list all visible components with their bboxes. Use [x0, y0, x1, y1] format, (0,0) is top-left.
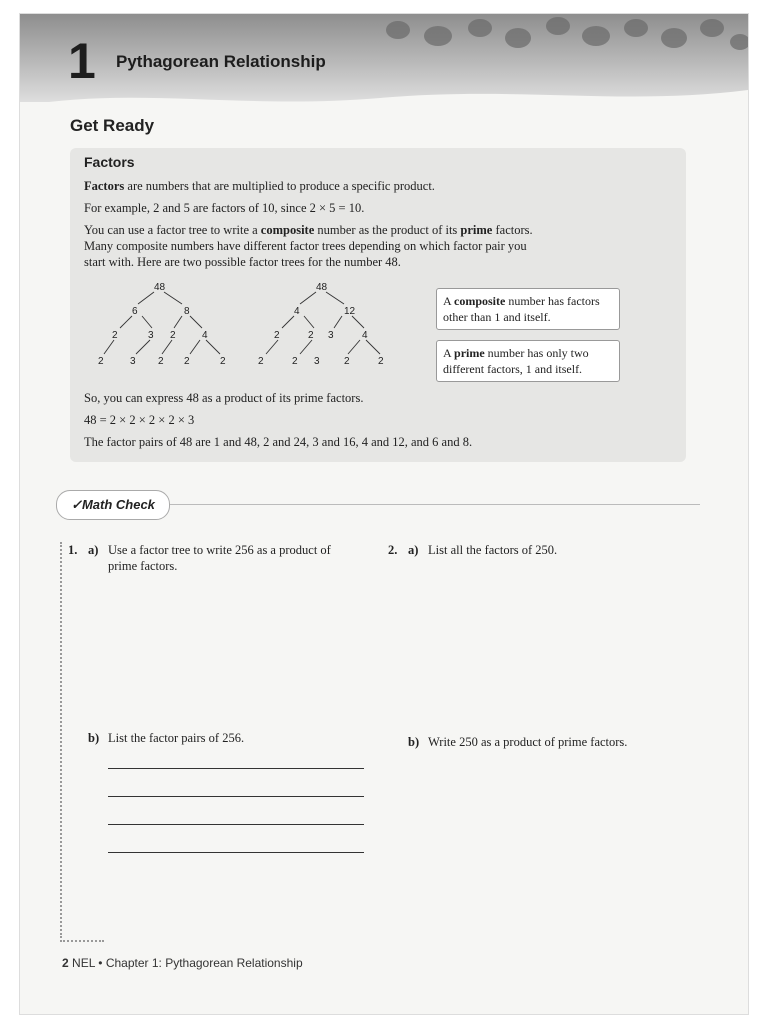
tree1-leaf: 2 — [220, 356, 226, 367]
composite-term: composite — [260, 223, 315, 237]
section-title: Get Ready — [70, 116, 155, 135]
callout-text: A — [443, 346, 455, 360]
tree2-leaf: 2 — [378, 356, 384, 367]
tree2-leaf: 2 — [292, 356, 298, 367]
callout-term: prime — [454, 346, 485, 360]
intro-text-1: You can use a factor tree to write a — [84, 223, 261, 237]
tree1-leaf: 2 — [184, 356, 190, 367]
tree1-root: 48 — [154, 282, 166, 293]
tree1-node: 8 — [184, 306, 190, 317]
tree1-node: 3 — [148, 330, 154, 341]
tree1-node: 6 — [132, 306, 138, 317]
callout-text: A — [443, 294, 455, 308]
math-check-badge: ✓Math Check — [56, 490, 170, 520]
factor-pairs-summary: The factor pairs of 48 are 1 and 48, 2 and 24, 3 and 16, 4 and 12, and 6 and 8. — [84, 435, 473, 449]
publisher-mark: NEL — [72, 956, 95, 970]
part-label: b) — [408, 735, 420, 749]
tree1-leaf: 3 — [130, 356, 136, 367]
tree2-node: 4 — [294, 306, 300, 317]
question-1a-label — [88, 542, 98, 558]
margin-dotted-line — [60, 542, 62, 938]
callout-text: number has only two different factors, 1 and itself. — [443, 346, 589, 376]
factor-tree-intro-3: start with. Here are two possible factor trees for the number 48. — [84, 255, 401, 269]
question-2b-text: Write 250 as a product of prime factors. — [428, 735, 628, 749]
tree2-node: 4 — [362, 330, 368, 341]
factor-trees-diagram — [78, 282, 408, 378]
factors-title: Factors — [84, 154, 135, 170]
callout-text: number has factors other than 1 and itself. — [443, 294, 600, 324]
footer-bullet: • — [98, 956, 103, 970]
question-1b-text: List the factor pairs of 256. — [108, 731, 245, 745]
answer-line[interactable] — [108, 768, 364, 769]
tree2-root: 48 — [316, 282, 328, 293]
factors-definition-text: are numbers that are multiplied to produce a specific product. — [124, 179, 435, 193]
tree2-node: 2 — [274, 330, 280, 341]
footer-chapter: Chapter 1: Pythagorean Relationship — [105, 956, 303, 970]
question-1b-label — [88, 730, 99, 746]
tree2-node: 12 — [344, 306, 356, 317]
page-footer — [62, 956, 303, 970]
tree1-node: 2 — [112, 330, 118, 341]
part-label: a) — [88, 543, 99, 557]
workbook-page — [20, 14, 748, 1014]
tree2-leaf: 2 — [258, 356, 264, 367]
composite-callout — [436, 288, 620, 330]
chapter-number: 1 — [68, 33, 96, 89]
callout-term: composite — [454, 294, 506, 308]
factors-panel — [70, 148, 686, 462]
tree1-node: 2 — [170, 330, 176, 341]
intro-text-2: number as the product of its — [314, 223, 461, 237]
question-1-number — [68, 542, 77, 558]
tree1-leaf: 2 — [98, 356, 104, 367]
factors-definition — [84, 178, 564, 194]
prime-term: prime — [460, 223, 493, 237]
tree2-node: 3 — [328, 330, 334, 341]
intro-text-3: factors. — [492, 223, 533, 237]
summary-line-1: So, you can express 48 as a product of its prime factors. — [84, 391, 364, 405]
tree1-leaf: 2 — [158, 356, 164, 367]
part-label: b) — [88, 731, 100, 745]
tree1-node: 4 — [202, 330, 208, 341]
factors-term: Factors — [84, 179, 125, 193]
chapter-title: Pythagorean Relationship — [116, 52, 326, 71]
tree2-leaf: 3 — [314, 356, 320, 367]
chapter-banner — [20, 14, 748, 102]
prime-callout — [436, 340, 620, 382]
decorative-dots — [368, 14, 748, 54]
factor-tree-intro-2: Many composite numbers have different factor trees depending on which factor pair you — [84, 239, 527, 253]
factors-example: For example, 2 and 5 are factors of 10, since 2 × 5 = 10. — [84, 201, 365, 215]
answer-line[interactable] — [108, 852, 364, 853]
question-2a-label — [408, 542, 418, 558]
tree2-node: 2 — [308, 330, 314, 341]
tree2-leaf: 2 — [344, 356, 350, 367]
answer-line[interactable] — [108, 796, 364, 797]
question-2b-label — [408, 734, 419, 750]
prime-factorization: 48 = 2 × 2 × 2 × 2 × 3 — [84, 413, 195, 427]
part-label: a) — [408, 543, 419, 557]
footer-dotted-rule — [60, 940, 104, 942]
banner-wave — [20, 76, 748, 116]
question-2a-text: List all the factors of 250. — [428, 543, 558, 557]
question-2-number — [388, 542, 397, 558]
question-1a-text: Use a factor tree to write 256 as a product of prime factors. — [108, 543, 331, 573]
page-number: 2 — [62, 956, 69, 970]
question-number: 2. — [388, 543, 398, 557]
question-number: 1. — [68, 543, 78, 557]
answer-line[interactable] — [108, 824, 364, 825]
factor-tree-intro — [84, 222, 684, 238]
